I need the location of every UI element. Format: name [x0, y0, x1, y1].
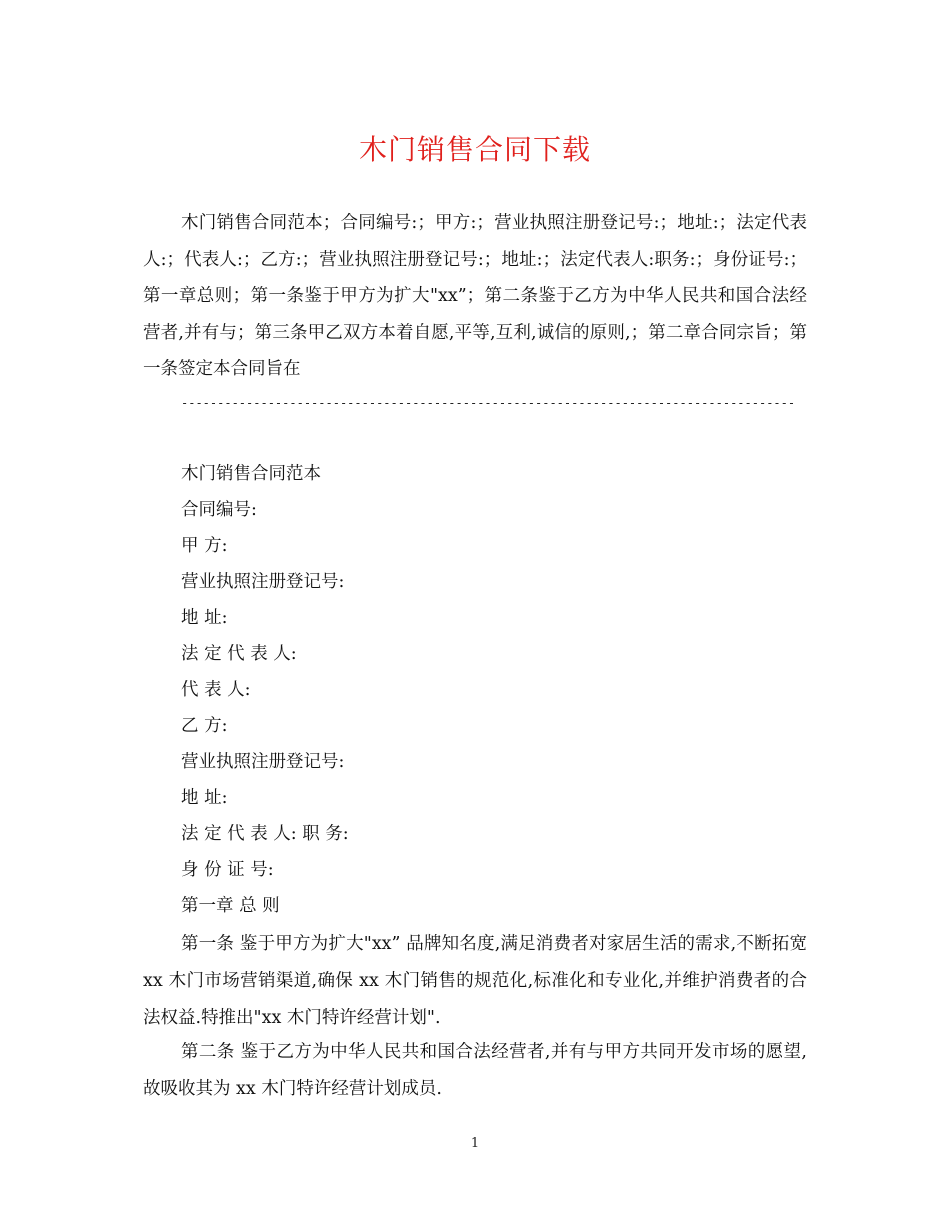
- field-line: 法 定 代 表 人: 职 务:: [181, 824, 349, 844]
- summary-paragraph: 木门销售合同范本；合同编号:；甲方:；营业执照注册登记号:；地址:；法定代表人:；代表人:；乙方:；营业执照注册登记号:；地址:；法定代表人:职务:；身份证号:；第一章总则；第一条鉴于甲方为扩大"xx”；第二条鉴于乙方为中华人民共和国合法经营者,并有与；第三条甲乙双方本着自愿,平等,互利,诚信的原则,；第二章合同宗旨；第一条签定本合同旨在: [143, 213, 807, 379]
- article-1-paragraph: 第一条 鉴于甲方为扩大"xx” 品牌知名度,满足消费者对家居生活的需求,不断拓宽 xx 木门市场营销渠道,确保 xx 木门销售的规范化,标准化和专业化,并维护消费者的合法权益.特推出"xx 木门特许经营计划".: [143, 934, 807, 1028]
- field-line: 营业执照注册登记号:: [181, 572, 345, 592]
- field-line: 法 定 代 表 人:: [181, 644, 297, 664]
- document-title: 木门销售合同下载: [358, 133, 591, 166]
- chapter-heading: 第一章 总 则: [181, 896, 280, 916]
- field-line: 身 份 证 号:: [181, 860, 274, 880]
- field-line: 木门销售合同范本: [181, 464, 321, 484]
- field-line: 合同编号:: [181, 500, 257, 520]
- field-line: 代 表 人:: [181, 680, 251, 700]
- page-number: 1: [470, 1136, 480, 1151]
- field-line: 地 址:: [181, 788, 228, 808]
- contract-fields: [181, 456, 349, 924]
- article-2-paragraph: 第二条 鉴于乙方为中华人民共和国合法经营者,并有与甲方共同开发市场的愿望,故吸收其为 xx 木门特许经营计划成员.: [143, 1042, 807, 1099]
- field-line: 地 址:: [181, 608, 228, 628]
- field-line: 甲 方:: [181, 536, 228, 556]
- separator-line: -------------------------------------------------------------------------------------: [181, 396, 796, 410]
- field-line: 营业执照注册登记号:: [181, 752, 345, 772]
- field-line: 乙 方:: [181, 716, 228, 736]
